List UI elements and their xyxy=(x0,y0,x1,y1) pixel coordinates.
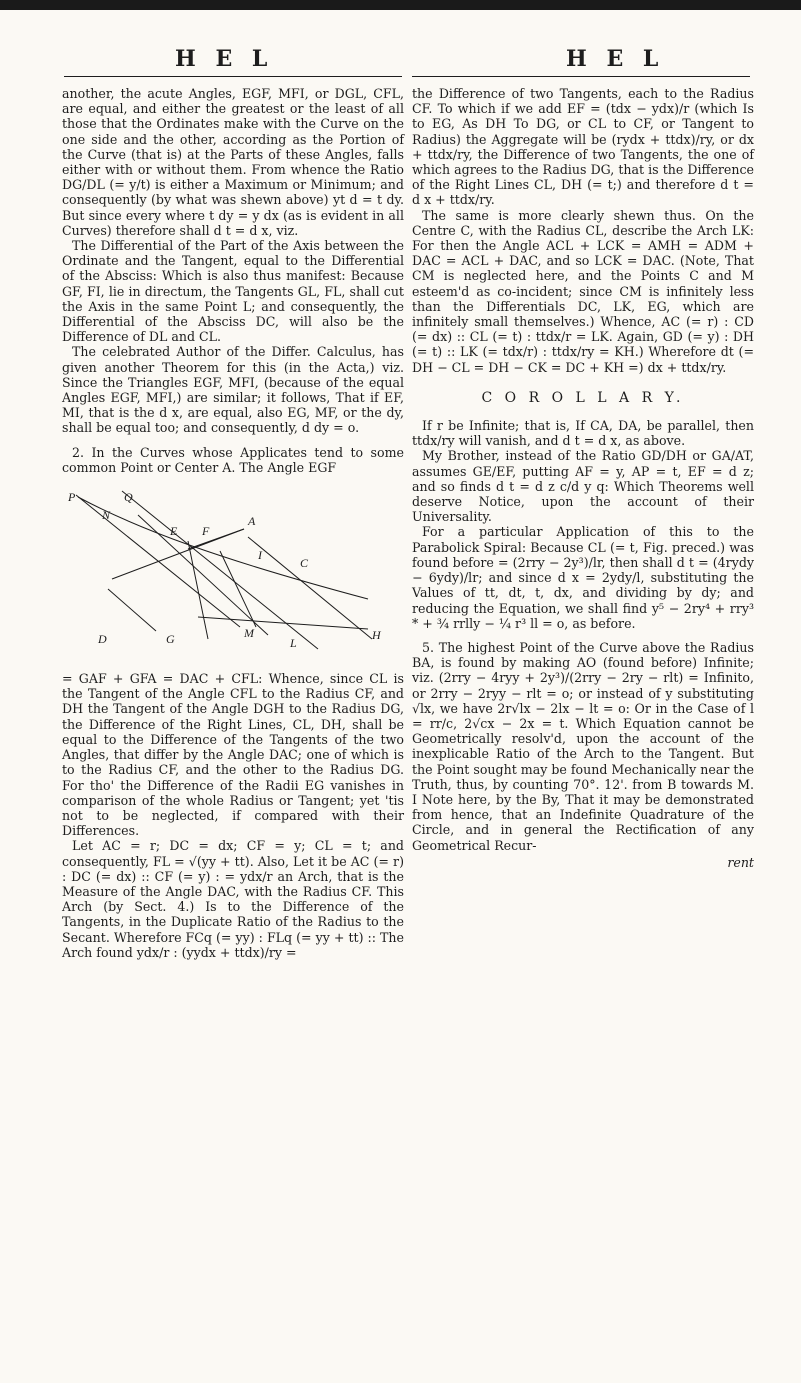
label-h: H xyxy=(372,628,381,643)
running-head-right: H E L xyxy=(566,46,665,72)
paragraph-1: another, the acute Angles, EGF, MFI, or DGL, CFL, are equal, and either the greatest or the least of all those that the Ordinates make with the Curve on the one side and the other, according as the Portion of the Curve (that is) at the Parts of these Angles, falls either with or without them. From whence the Ratio DG/DL (= y/t) is either a Maximum or Minimum; and consequently (by what was shewn above) yt d = t dy. But since every where t dy = y dx (as is evident in all Curves) therefore shall d t = d x, viz. xyxy=(62,86,404,238)
paragraph-r3: If r be Infinite; that is, If CA, DA, be parallel, then ttdx/ry will vanish, and d t = d x, as above. xyxy=(412,418,754,449)
label-n: N xyxy=(102,508,111,523)
label-a: A xyxy=(248,514,256,529)
right-column xyxy=(412,86,754,870)
label-d: D xyxy=(98,632,107,647)
paragraph-6: Let AC = r; DC = dx; CF = y; CL = t; and consequently, FL = √(yy + tt). Also, Let it be AC (= r) : DC (= dx) :: CF (= y) : = ydx/r an Arch, that is the Measure of the Angle DAC, with the Radius CF. This Arch (by Sect. 4.) Is to the Difference of the Tangents, in the Duplicate Ratio of the Radius to the Secant. Wherefore FCq (= yy) : FLq (= yy + tt) :: The Arch found ydx/r : (yydx + ttdx)/ry = xyxy=(62,838,404,960)
line-il xyxy=(248,537,372,639)
line-gd xyxy=(188,541,208,639)
line-base xyxy=(198,617,368,629)
paragraph-4: 2. In the Curves whose Applicates tend to some common Point or Center A. The Angle EGF xyxy=(62,444,404,475)
label-q: Q xyxy=(124,490,133,505)
paragraph-r4: My Brother, instead of the Ratio GD/DH or GA/AT, assumes GE/EF, putting AF = y, AP = t, EF = d z; and so finds d t = d z c/d y q: Which Theorems well deserve Notice, upon the account of their Universality. xyxy=(412,448,754,525)
head-rule-left xyxy=(64,76,402,77)
figure-svg xyxy=(68,489,394,659)
catchword: rent xyxy=(727,854,754,870)
paragraph-5: = GAF + GFA = DAC + CFL: Whence, since CL is the Tangent of the Angle CFL to the Radius CF, and DH the Tangent of the Angle DGH to the Radius DG, the Difference of the Right Lines, CL, DH, shall be equal to the Difference of the Tangents of the two Angles, that differ by the Angle DAC; one of which is to the Radius CF, and the other to the Radius DG. For tho' the Difference of the Radii EG vanishes in comparison of the whole Radius or Tangent; yet 'tis not to be neglected, if compared with their Differences. xyxy=(62,671,404,839)
paragraph-2: The Differential of the Part of the Axis between the Ordinate and the Tangent, equal to the Differential of the Absciss: Which is also thus manifest: Because GF, FI, lie in directum, the Tangents GL, FL, shall cut the Axis in the same Point L; and consequently, the Differential of the Absciss DC, will also be the Difference of DL and CL. xyxy=(62,238,404,345)
head-rule-right xyxy=(412,76,750,77)
label-e: E xyxy=(170,524,178,539)
geometric-figure xyxy=(68,489,394,659)
paragraph-r2: The same is more clearly shewn thus. On the Centre C, with the Radius CL, describe the Arch LK: For then the Angle ACL + LCK = AMH = ADM + DAC = ACL + DAC, and so LCK = DAC. (Note, That CM is neglected here, and the Points C and M esteem'd as co-incident; since CM is infinitely less than the Differentials DC, LK, EG, which are infinitely small themselves.) Whence, AC (= r) : CD (= dx) :: CL (= t) : ttdx/r = LK. Again, GD (= y) : DH (= t) :: LK (= tdx/r) : ttdx/ry = KH.) Wherefore dt (= DH − CL = DH − CK = DC + KH =) dx + ttdx/ry. xyxy=(412,207,754,375)
paragraph-r6: 5. The highest Point of the Curve above the Radius BA, is found by making AO (found before) Infinite; viz. (2rry − 4ryy + 2y³)/(2rry − 2ry − rlt) = Infinito, or 2rry − 2ryy − rlt = o; or instead of y substituting √lx, we have 2r√lx − 2lx − lt = o: Or in the Case of l = rr/c, 2√cx − 2x = t. Which Equation cannot be Geometrically resolv'd, upon the account of the inexplicable Ratio of the Arch to the Tangent. But the Point sought may be found Mechanically near the Truth, thus, by counting 70°. 12'. from B towards M. I Note here, by the By, That it may be demonstrated from hence, that an Indefinite Quadrature of the Circle, and in general the Rectification of any Geometrical Recur- xyxy=(412,639,754,853)
label-i: I xyxy=(258,548,262,563)
line-af xyxy=(188,529,244,549)
corollary-heading: C O R O L L A R Y. xyxy=(481,389,685,406)
label-p: P xyxy=(68,490,76,505)
line-dh xyxy=(108,589,156,631)
label-g: G xyxy=(166,632,175,647)
left-column xyxy=(62,86,404,960)
paragraph-r1: the Difference of two Tangents, each to the Radius CF. To which if we add EF = (tdx − ydx)/r (which Is to EG, As DH To DG, or CL to CF, or Tangent to Radius) the Aggregate will be (rydx + ttdx)/ry, or dx + ttdx/ry, the Difference of two Tangents, the one of which agrees to the Radius DG, that is the Difference of the Right Lines CL, DH (= t;) and therefore d t = d x + ttdx/ry. xyxy=(412,86,754,208)
curve xyxy=(78,497,368,599)
line-pd xyxy=(76,495,240,627)
label-f: F xyxy=(202,524,210,539)
label-c: C xyxy=(300,556,309,571)
running-head-left: H E L xyxy=(175,46,274,72)
paragraph-3: The celebrated Author of the Differ. Calculus, has given another Theorem for this (in the Acta,) viz. Since the Triangles EGF, MFI, (because of the equal Angles EGF, MFI,) are similar; it follows, That if EF, MI, that is the d x, are equal, also EG, MF, or the dy, shall be equal too; and consequently, d dy = o. xyxy=(62,344,404,436)
label-m: M xyxy=(244,626,254,641)
top-rule xyxy=(0,0,801,10)
label-l: L xyxy=(290,636,297,651)
paragraph-r5: For a particular Application of this to the Parabolick Spiral: Because CL (= t, Fig. preced.) was found before = (2rry − 2y³)/lr, then shall d t = (4rydy − 6ydy)/lr; and since d x = 2ydy/l, substituting the Values of tt, dt, t, dx, and dividing by dy; and reducing the Equation, we shall find y⁵ − 2ry⁴ + rry³ * + ¾ rrlly − ¼ r³ ll = o, as before. xyxy=(412,524,754,631)
